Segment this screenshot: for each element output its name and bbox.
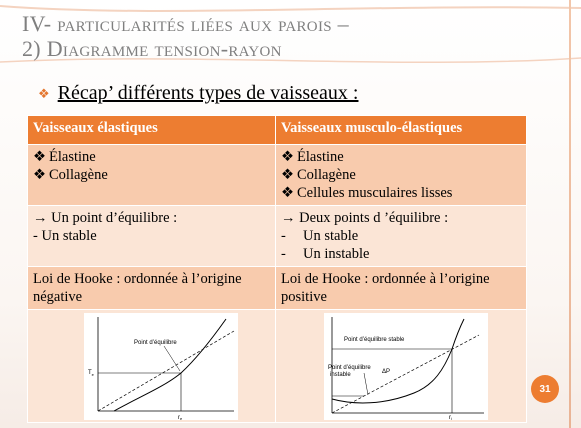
hooke-elastic: Loi de Hooke : ordonnée à l’origine négative <box>28 267 276 310</box>
unstable-point-label-1: Point d’équilibre <box>328 365 371 371</box>
decorative-side-rule <box>569 0 571 428</box>
header-musculo-elastic: Vaisseaux musculo-élastiques <box>276 116 527 145</box>
table-header-row <box>28 116 527 145</box>
table-row-composition <box>28 145 527 206</box>
title-line-1: IV- particularités liées aux parois – <box>22 11 349 36</box>
title-line-2: 2) Diagramme tension-rayon <box>22 36 282 61</box>
composition-elastic <box>28 145 276 206</box>
musculo-elastic-graph <box>324 313 488 420</box>
slide-title <box>22 11 542 61</box>
graph-cell-elastic <box>28 310 276 423</box>
table-row-hooke <box>28 267 527 310</box>
list-item: - Un instable <box>281 246 370 262</box>
vessel-comparison-table <box>27 115 527 423</box>
list-item: ❖ Collagène <box>281 167 356 183</box>
svg-text:Te: $T_e$ <box>88 370 94 377</box>
table-row-equilibrium <box>28 206 527 267</box>
recap-heading: Récap’ différents types de vaisseaux : <box>57 82 359 104</box>
graph-cell-musculo-elastic <box>276 310 527 423</box>
composition-musculo-elastic <box>276 145 527 206</box>
svg-text:ri: ri <box>449 415 452 420</box>
list-item: - Un stable <box>281 228 359 244</box>
list-item: ❖ Élastine <box>281 149 344 165</box>
table-row-graphs <box>28 310 527 423</box>
page-number-badge: 31 <box>531 375 559 403</box>
list-item: ❖ Élastine <box>33 149 96 165</box>
equilibrium-elastic: → Un point d’équilibre : - Un stable <box>28 206 276 267</box>
arrow-icon: → <box>281 210 296 226</box>
unstable-point-label-2: instable <box>330 372 351 378</box>
arrow-icon: → <box>33 210 48 226</box>
hooke-musculo-elastic: Loi de Hooke : ordonnée à l’origine positive <box>276 267 527 310</box>
equilibrium-musculo-elastic: → Deux points d ’équilibre : - Un stable - Un instable <box>276 206 527 267</box>
diamond-bullet-icon: ❖ <box>38 85 50 101</box>
stable-point-label: Point d’équilibre stable <box>344 337 405 343</box>
svg-text:re: re <box>178 415 183 420</box>
recap-bullet <box>38 82 358 105</box>
list-item: ❖ Cellules musculaires lisses <box>281 185 453 201</box>
elastic-point-label: Point d’équilibre <box>134 340 177 346</box>
delta-p-label: ΔP <box>382 369 391 375</box>
header-elastic: Vaisseaux élastiques <box>28 116 276 145</box>
list-item: ❖ Collagène <box>33 167 108 183</box>
elastic-graph <box>84 313 238 420</box>
